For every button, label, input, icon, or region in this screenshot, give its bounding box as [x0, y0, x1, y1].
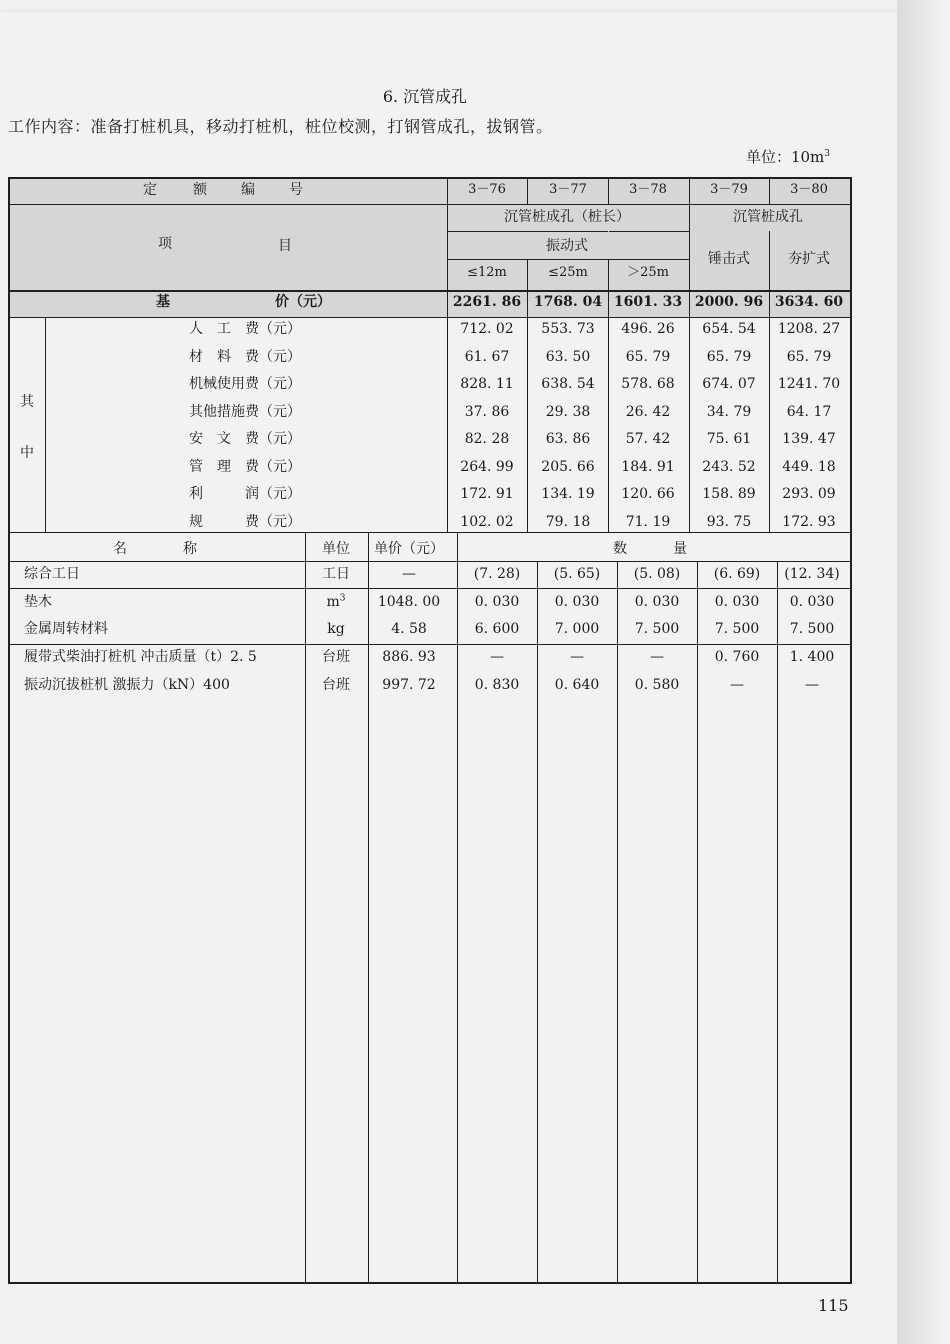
cost-value: 449. 18: [782, 458, 836, 475]
table-rule: [8, 532, 850, 533]
merge-mask: [777, 533, 778, 561]
among-divider: [45, 317, 46, 532]
table-rule: [8, 317, 850, 318]
group-header-b: 沉管桩成孔: [733, 209, 803, 225]
material-name: 垫木: [24, 594, 52, 610]
quota-number-label: 号: [289, 182, 303, 198]
ram-header: 夯扩式: [788, 251, 830, 267]
cost-value: 293. 09: [782, 486, 836, 502]
cost-value: 1241. 70: [777, 376, 841, 392]
section-title: 6. 沉管成孔: [382, 87, 468, 106]
cost-value: 57. 42: [625, 431, 671, 447]
cost-value: 134. 19: [541, 486, 595, 502]
cost-value: 82. 28: [464, 431, 510, 447]
material-quantity: 1. 400: [789, 649, 835, 665]
cost-label: 机械使用费（元）: [189, 376, 301, 392]
material-price: 1048. 00: [377, 594, 441, 610]
material-price: —: [402, 566, 416, 582]
material-name: 综合工日: [24, 566, 80, 582]
detail-name-header: 名: [113, 541, 127, 557]
item-label: 目: [278, 238, 292, 254]
cost-value: 34. 79: [706, 403, 752, 420]
table-border-bottom: [8, 1282, 850, 1284]
material-quantity: 0. 030: [714, 594, 760, 610]
table-rule: [368, 532, 369, 1282]
merge-mask: [697, 533, 698, 561]
cost-value: 578. 68: [621, 376, 675, 392]
cost-value: 93. 75: [706, 513, 752, 530]
cost-value: 139. 47: [782, 431, 836, 447]
cost-value: 158. 89: [702, 486, 756, 502]
detail-qty-header: 量: [673, 541, 687, 557]
quota-number-label: 编: [241, 182, 255, 198]
material-quantity: 0. 030: [554, 594, 600, 610]
base-price-label: 基: [156, 294, 170, 310]
material-unit: 工日: [322, 566, 350, 582]
material-quantity: (5. 65): [553, 566, 601, 582]
material-quantity: (7. 28): [473, 566, 521, 582]
work-content: 工作内容：准备打桩机具，移动打桩机，桩位校测，打钢管成孔，拔钢管。: [8, 117, 553, 136]
cost-value: 65. 79: [786, 348, 832, 365]
cost-value: 64. 17: [786, 403, 832, 420]
cost-value: 712. 02: [460, 321, 514, 337]
base-price-value: 2000. 96: [694, 294, 764, 310]
cost-value: 65. 79: [706, 348, 752, 365]
material-quantity: 0. 030: [634, 594, 680, 610]
material-quantity: 0. 580: [634, 677, 680, 693]
table-rule: [689, 177, 690, 532]
cost-value: 29. 38: [545, 403, 591, 420]
group-header-a: 沉管桩成孔（桩长）: [504, 209, 630, 225]
material-quantity: 6. 600: [474, 621, 520, 637]
material-price: 886. 93: [382, 649, 436, 665]
cost-value: 654. 54: [702, 321, 756, 337]
base-price-label: 价（元）: [275, 294, 331, 310]
material-unit: 台班: [322, 677, 350, 693]
table-rule: [447, 177, 448, 532]
table-rule: [447, 259, 689, 260]
cost-value: 243. 52: [702, 458, 756, 475]
material-quantity: 7. 500: [789, 621, 835, 637]
material-quantity: 7. 000: [554, 621, 600, 637]
table-rule: [457, 532, 458, 1282]
cost-value: 1208. 27: [777, 321, 841, 337]
cost-value: 37. 86: [464, 403, 510, 420]
detail-name-header: 称: [183, 541, 197, 557]
material-quantity: 0. 760: [714, 649, 760, 665]
cost-value: 102. 02: [460, 513, 514, 530]
cost-value: 61. 67: [464, 348, 510, 365]
among-label: 其: [20, 394, 34, 410]
cost-label: 安 文 费（元）: [189, 431, 301, 447]
table-rule: [8, 561, 850, 562]
cost-label: 管 理 费（元）: [189, 458, 301, 475]
cost-value: 264. 99: [460, 458, 514, 475]
table-rule: [617, 532, 618, 1282]
material-quantity: —: [730, 677, 744, 693]
quota-code: 3－80: [790, 182, 828, 197]
cost-value: 172. 93: [782, 513, 836, 530]
cost-value: 828. 11: [460, 376, 514, 392]
material-quantity: (5. 08): [633, 566, 681, 582]
header-separator: [8, 290, 850, 292]
cost-value: 553. 73: [541, 321, 595, 337]
cost-value: 172. 91: [460, 486, 514, 502]
material-unit: kg: [327, 621, 345, 637]
material-quantity: 0. 030: [474, 594, 520, 610]
quota-code: 3－76: [468, 182, 506, 197]
table-rule: [697, 532, 698, 1282]
material-quantity: —: [650, 649, 664, 665]
item-label: 项: [158, 236, 172, 252]
cost-value: 496. 26: [621, 321, 675, 337]
among-label: 中: [20, 445, 34, 461]
length-header: ≤25m: [548, 265, 588, 280]
cost-value: 638. 54: [541, 376, 595, 392]
material-name: 履带式柴油打桩机 冲击质量（t）2. 5: [24, 649, 257, 665]
cost-label: 利 润（元）: [189, 486, 301, 502]
cost-label: 规 费（元）: [189, 513, 301, 530]
vibration-header: 振动式: [546, 238, 588, 254]
cost-value: 26. 42: [625, 403, 671, 420]
base-price-value: 2261. 86: [452, 294, 522, 310]
cost-label: 其他措施费（元）: [189, 403, 301, 420]
length-header: ＞25m: [627, 265, 669, 280]
length-header: ≤12m: [467, 265, 507, 280]
quota-code: 3－77: [549, 182, 587, 197]
hammer-header: 锤击式: [708, 251, 750, 267]
table-rule: [8, 644, 850, 645]
merge-mask: [527, 232, 528, 259]
cost-value: 65. 79: [625, 348, 671, 365]
material-quantity: —: [490, 649, 504, 665]
material-quantity: 0. 030: [789, 594, 835, 610]
cost-value: 205. 66: [541, 458, 595, 475]
table-border-left: [8, 177, 10, 1282]
cost-value: 120. 66: [621, 486, 675, 502]
table-border-top: [8, 177, 850, 179]
detail-unit-header: 单位: [322, 541, 350, 557]
cost-value: 63. 86: [545, 431, 591, 447]
material-unit: 台班: [322, 649, 350, 665]
table-rule: [777, 532, 778, 1282]
unit-label: 单位：$10m^3$: [745, 148, 830, 166]
material-quantity: 7. 500: [714, 621, 760, 637]
cost-value: 674. 07: [702, 376, 756, 392]
material-price: 4. 58: [391, 621, 427, 637]
material-name: 振动沉拔桩机 激振力（kN）400: [24, 677, 230, 693]
base-price-value: 1601. 33: [613, 294, 683, 310]
cost-label: 材 料 费（元）: [189, 348, 301, 365]
cost-value: 63. 50: [545, 348, 591, 365]
base-price-value: 1768. 04: [533, 294, 603, 310]
table-rule: [447, 231, 689, 232]
quota-number-label: 额: [193, 182, 207, 198]
table-rule: [8, 588, 850, 589]
material-quantity: (6. 69): [713, 566, 761, 582]
material-quantity: 7. 500: [634, 621, 680, 637]
quota-number-label: 定: [143, 182, 157, 198]
material-quantity: —: [570, 649, 584, 665]
base-price-value: 3634. 60: [774, 294, 844, 310]
material-quantity: —: [805, 677, 819, 693]
table-rule: [8, 204, 850, 205]
detail-qty-header: 数: [613, 541, 627, 557]
page-number: 115: [818, 1296, 849, 1315]
material-unit: $m^3$: [326, 593, 346, 610]
material-quantity: 0. 830: [474, 677, 520, 693]
cost-value: 75. 61: [706, 431, 752, 447]
material-quantity: (12. 34): [784, 566, 840, 582]
detail-price-header: 单价（元）: [374, 541, 444, 557]
material-name: 金属周转材料: [24, 621, 108, 637]
material-price: 997. 72: [382, 677, 436, 693]
cost-value: 79. 18: [545, 513, 591, 530]
quota-code: 3－78: [629, 182, 667, 197]
table-rule: [305, 532, 306, 1282]
material-quantity: 0. 640: [554, 677, 600, 693]
cost-value: 184. 91: [621, 458, 675, 475]
quota-code: 3－79: [710, 182, 748, 197]
cost-label: 人 工 费（元）: [189, 321, 301, 337]
merge-mask: [537, 533, 538, 561]
table-border-right: [850, 177, 852, 1284]
cost-value: 71. 19: [625, 513, 671, 530]
table-rule: [537, 532, 538, 1282]
